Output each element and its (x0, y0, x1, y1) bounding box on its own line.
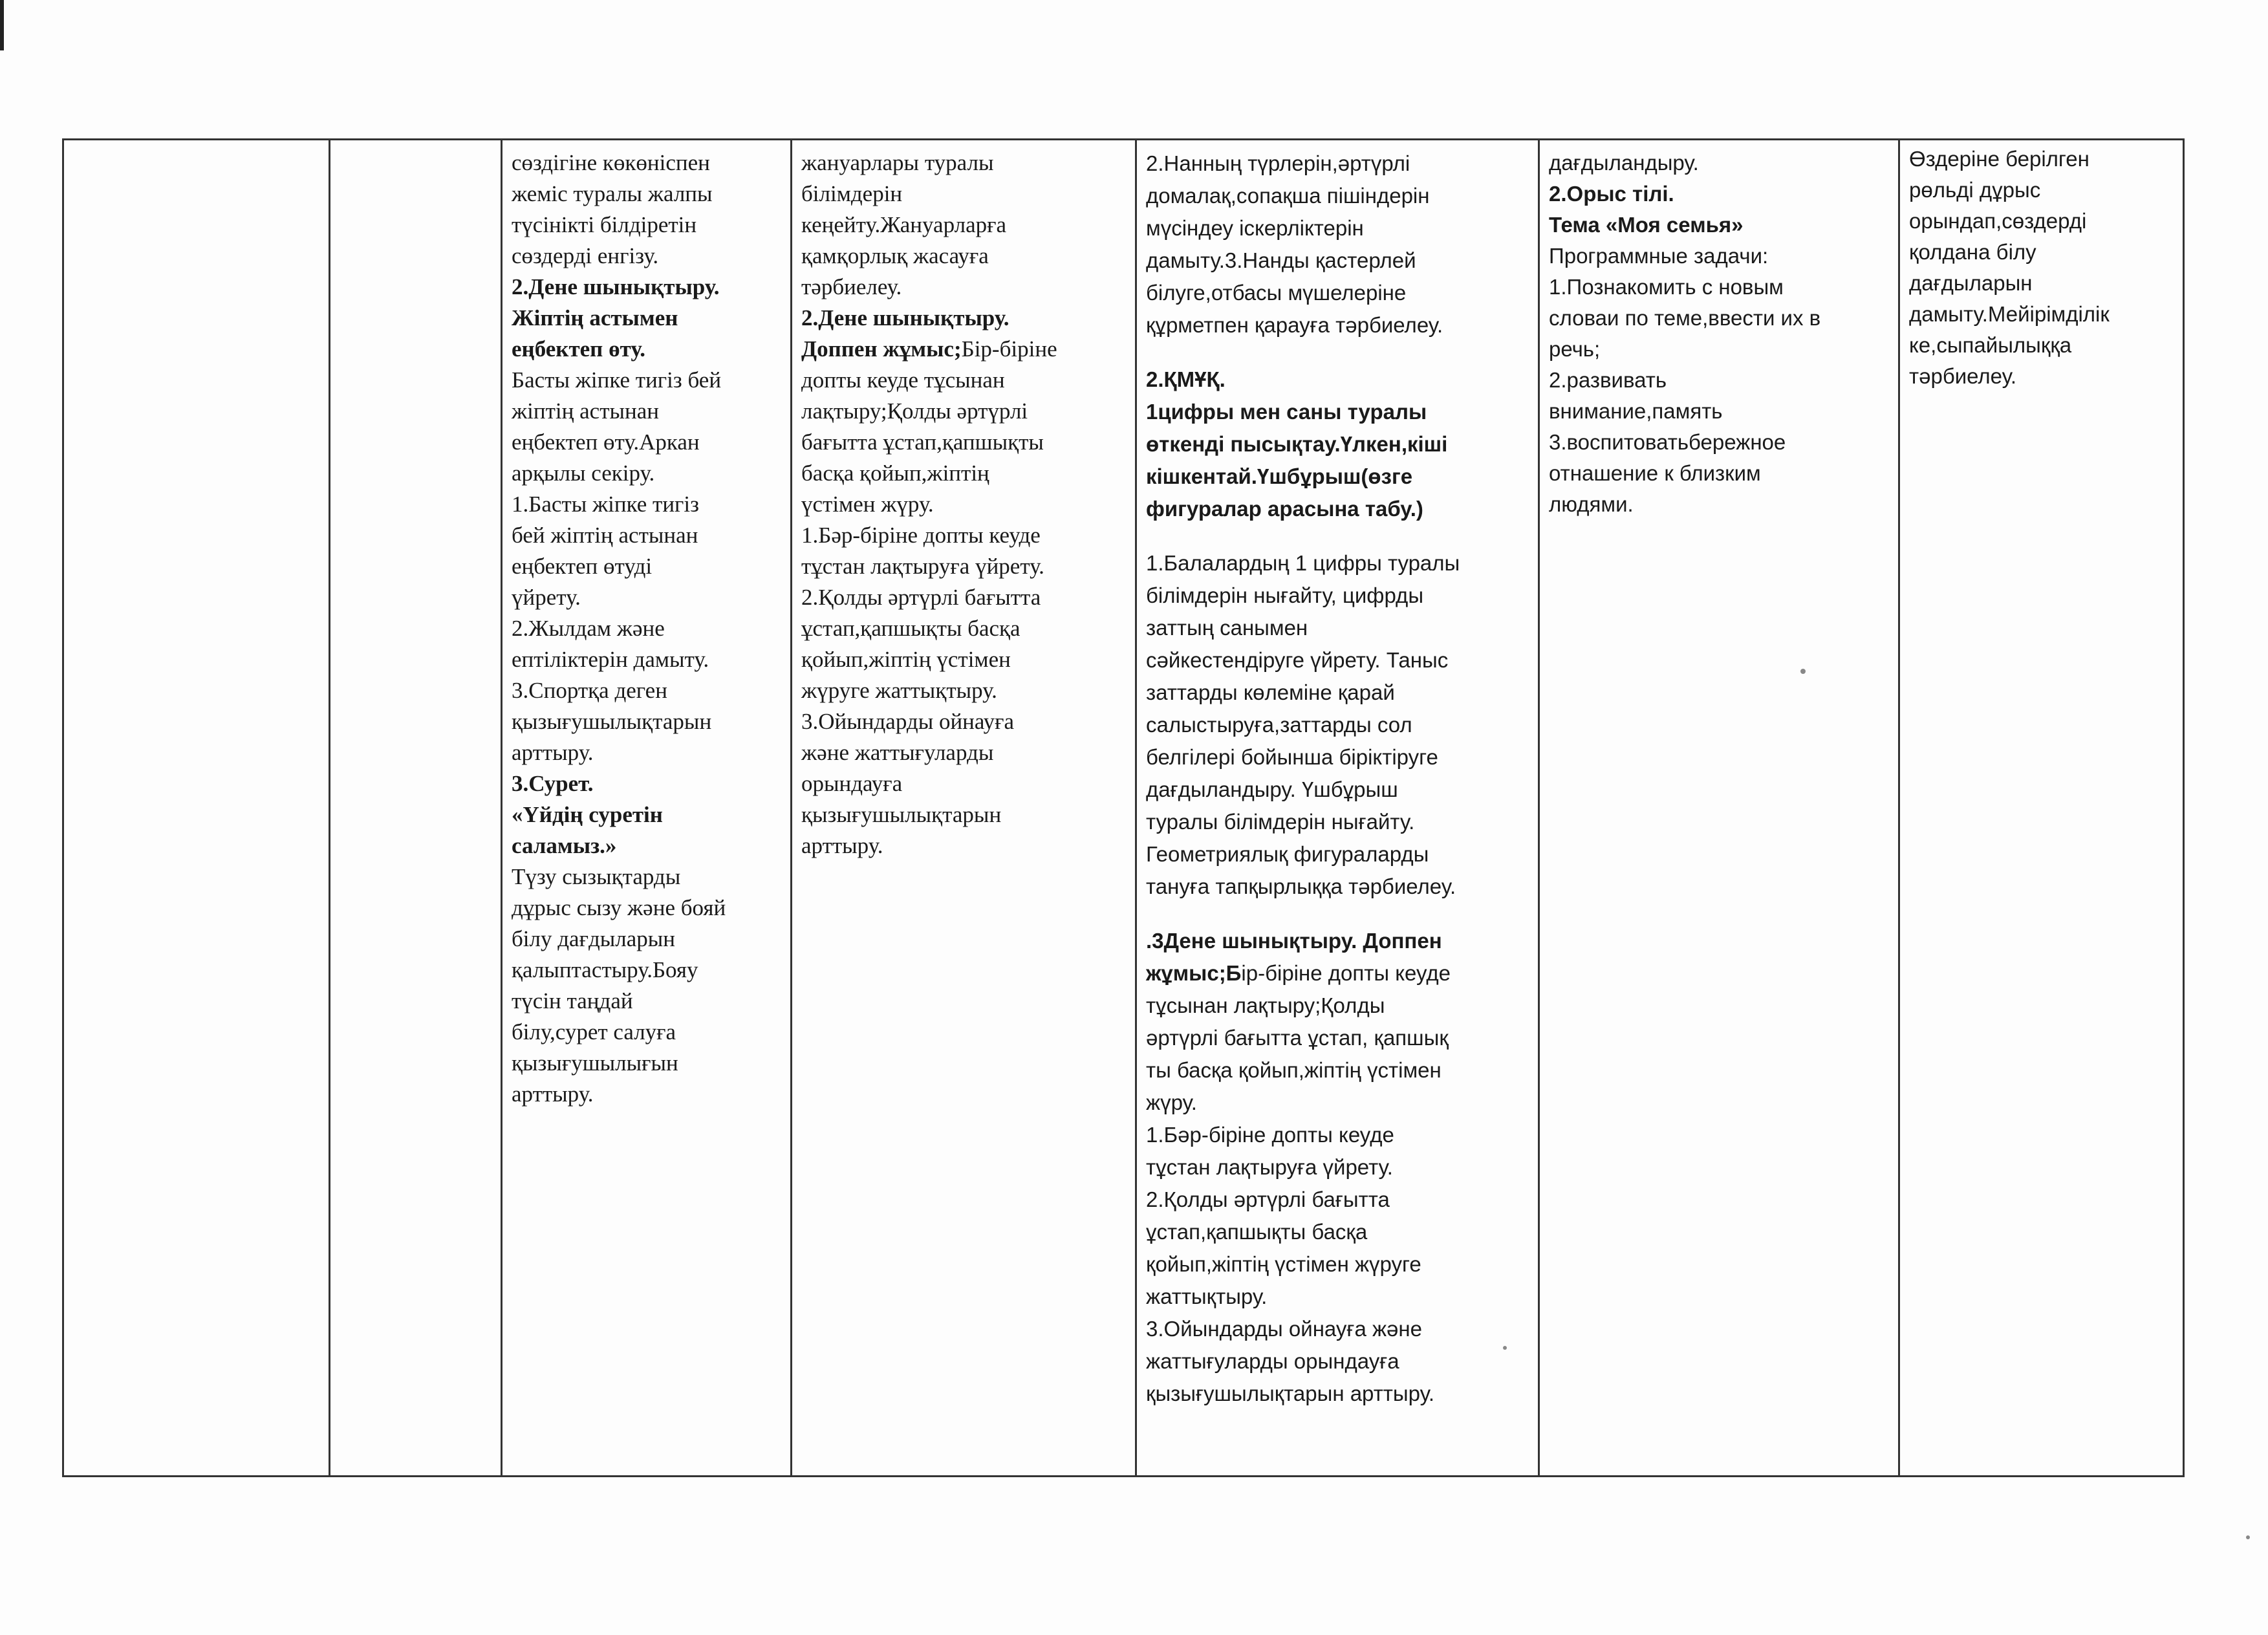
scan-speck (2246, 1535, 2250, 1539)
cell-text-line: құрметпен қарауға тәрбиелеу. (1146, 313, 1443, 337)
cell-text-line: тануға тапқырлыққа тәрбиелеу. (1146, 874, 1456, 898)
table-cell-col4 (792, 147, 1135, 1473)
cell-text-line: дамыту.Мейірімділік (1909, 302, 2110, 326)
cell-text-line: дағдыландыру. Үшбұрыш (1146, 777, 1398, 801)
cell-text-line: қолдана білу (1909, 240, 2036, 264)
cell-text-line: кішкентай.Үшбұрыш(өзге (1146, 464, 1413, 488)
cell-text-line: жіптің астынан (512, 398, 660, 424)
table-cell-col2 (330, 140, 501, 1475)
cell-text-line: внимание,память (1549, 399, 1723, 423)
cell-text-line: білуге,отбасы мүшелеріне (1146, 281, 1407, 305)
cell-text-line: салыстыруға,заттарды сол (1146, 713, 1412, 737)
cell-text-line: түсінікті білдіретін (512, 212, 697, 237)
cell-text-line: бей жіптің астынан (512, 523, 698, 548)
cell-text-line: қалыптастыру.Бояу (512, 957, 698, 982)
cell-text-line: 2.Орыс тілі. (1549, 182, 1674, 206)
cell-text-line: Басты жіпке тигіз бей (512, 367, 722, 393)
cell-text-line: 3.Сурет. (512, 771, 594, 796)
cell-text-line: жеміс туралы жалпы (512, 181, 713, 206)
cell-text-line: дағдыландыру. (1549, 151, 1699, 175)
cell-text-line: 2.Қолды әртүрлі бағытта (801, 585, 1041, 610)
cell-text-line: жаттықтыру. (1146, 1284, 1268, 1308)
table-cell-col1 (64, 140, 329, 1475)
cell-text-line: әртүрлі бағытта ұстап, қапшық (1146, 1026, 1449, 1050)
cell-text-line: туралы білімдерін нығайту. (1146, 810, 1415, 834)
cell-text-line: және жаттығуларды (801, 740, 994, 765)
cell-text-line: үстімен жүру. (801, 492, 934, 517)
cell-text-line: тәрбиелеу. (801, 274, 902, 299)
cell-text-line: Доппен жұмыс;Бір-біріне (801, 336, 1057, 362)
cell-text-line: рөльді дұрыс (1909, 178, 2041, 202)
cell-text-line: ты басқа қойып,жіптің үстімен (1146, 1058, 1442, 1082)
cell-text-line: тұстан лақтыруға үйрету. (801, 554, 1044, 579)
cell-text-line: дағдыларын (1909, 271, 2033, 295)
cell-text-line: домалақ,сопақша пішіндерін (1146, 184, 1430, 208)
cell-text-line: речь; (1549, 337, 1601, 361)
cell-text-line: дұрыс сызу және бояй (512, 895, 726, 920)
cell-text-line: 2.Дене шынықтыру. (512, 274, 720, 299)
cell-text-line: жүру. (1146, 1090, 1197, 1114)
cell-text-line: 1.Бәр-біріне допты кеуде (801, 523, 1041, 548)
cell-text-line: қызығушылықтарын (512, 709, 712, 734)
cell-text-line: орындауға (801, 771, 903, 796)
cell-text-line: сөздігіне көкөніспен (512, 150, 710, 175)
cell-text-line: қойып,жіптің үстімен (801, 647, 1011, 672)
scan-speck (1800, 669, 1806, 674)
cell-text-line: Түзу сызықтарды (512, 864, 681, 889)
cell-text-line: заттың санымен (1146, 616, 1308, 640)
cell-text-line: 3.воспитоватьбережное (1549, 430, 1786, 454)
cell-text-line: білімдерін нығайту, цифрды (1146, 583, 1424, 607)
cell-text-line: «Үйдің суретін (512, 802, 663, 827)
cell-text-line: 3.Ойындарды ойнауға және (1146, 1317, 1422, 1341)
table-cell-col7 (1900, 144, 2183, 1469)
cell-text-line: ұстап,қапшықты басқа (1146, 1220, 1368, 1244)
cell-text-line: басқа қойып,жіптің (801, 460, 989, 486)
cell-text-line: лақтыру;Қолды әртүрлі (801, 398, 1028, 424)
cell-text-line: сәйкестендіруге үйрету. Таныс (1146, 648, 1449, 672)
cell-text-line: Өздеріне берілген (1909, 147, 2090, 171)
cell-text-line: тұсынан лақтыру;Қолды (1146, 993, 1385, 1017)
cell-text-line: заттарды көлеміне қарай (1146, 680, 1395, 704)
cell-text-line: арқылы секіру. (512, 460, 655, 486)
cell-text-line: орындап,сөздерді (1909, 209, 2087, 233)
cell-text-line: 2.развивать (1549, 368, 1667, 392)
cell-text-line: білу дағдыларын (512, 926, 676, 951)
scan-edge-mark (0, 0, 4, 50)
cell-text-line: 1цифры мен саны туралы (1146, 400, 1427, 424)
cell-text-line: .3Дене шынықтыру. Доппен (1146, 929, 1442, 953)
cell-text-line: словаи по теме,ввести их в (1549, 306, 1821, 330)
cell-text-line: сөздерді енгізу. (512, 243, 659, 268)
cell-text-line: кеңейту.Жануарларға (801, 212, 1006, 237)
cell-text-line: людями. (1549, 492, 1634, 516)
cell-text-line: 2.Қолды әртүрлі бағытта (1146, 1187, 1390, 1211)
cell-text-line: тұстан лақтыруға үйрету. (1146, 1155, 1393, 1179)
cell-text-line: қызығушылығын (512, 1050, 678, 1076)
cell-text-line: бағытта ұстап,қапшықты (801, 429, 1044, 455)
cell-text-line: түсін таңдай (512, 988, 633, 1013)
cell-text-line: қамқорлық жасауға (801, 243, 989, 268)
cell-text-line: дамыту.3.Нанды қастерлей (1146, 248, 1416, 272)
table-cell-col3 (502, 147, 790, 1473)
cell-text-line: қойып,жіптің үстімен жүруге (1146, 1252, 1421, 1276)
cell-text-line: үйрету. (512, 585, 581, 610)
cell-text-line: ептіліктерін дамыту. (512, 647, 709, 672)
cell-text-line: фигуралар арасына табу.) (1146, 497, 1423, 521)
cell-text-line (1146, 341, 1529, 363)
scan-speck (1503, 1346, 1507, 1350)
cell-text-line (1146, 525, 1529, 547)
cell-text-line: допты кеуде тұсынан (801, 367, 1005, 393)
cell-text-line: 1.Познакомить с новым (1549, 275, 1784, 299)
cell-text-line: ұстап,қапшықты басқа (801, 616, 1021, 641)
cell-text-line: Геометриялық фигураларды (1146, 842, 1429, 866)
cell-text-line: белгілері бойынша біріктіруге (1146, 745, 1438, 769)
cell-text-line: қызығушылықтарын (801, 802, 1002, 827)
cell-text-line: мүсіндеу іскерліктерін (1146, 216, 1364, 240)
cell-text-line: жұмыс;Бір-біріне допты кеуде (1146, 961, 1451, 985)
cell-text-line: жануарлары туралы (801, 150, 994, 175)
cell-text-line: 1.Балалардың 1 цифры туралы (1146, 551, 1460, 575)
cell-text-line: 2.Дене шынықтыру. (801, 305, 1010, 330)
cell-text-line: арттыру. (512, 740, 594, 765)
cell-text-line: тәрбиелеу. (1909, 364, 2017, 388)
cell-text-line: жаттығуларды орындауға (1146, 1349, 1399, 1373)
cell-text-line: еңбектеп өтуді (512, 554, 653, 579)
cell-text-line: Программные задачи: (1549, 244, 1769, 268)
cell-text-line: білімдерін (801, 181, 903, 206)
cell-text-line: арттыру. (512, 1081, 594, 1107)
cell-text-line: еңбектеп өту.Аркан (512, 429, 700, 455)
cell-text-line: өткенді пысықтау.Үлкен,кіші (1146, 432, 1448, 456)
cell-text-line: отнашение к близким (1549, 461, 1761, 485)
cell-text-line: қызығушылықтарын арттыру. (1146, 1381, 1434, 1405)
cell-text-line (1146, 903, 1529, 925)
cell-text-line: 3.Ойындарды ойнауға (801, 709, 1015, 734)
cell-text-line: жүруге жаттықтыру. (801, 678, 997, 703)
table-cell-col6 (1540, 147, 1898, 1473)
cell-text-line: Тема «Моя семья» (1549, 213, 1744, 237)
cell-text-line: 2.ҚМҰҚ. (1146, 367, 1226, 391)
cell-text-line: 3.Спортқа деген (512, 678, 667, 703)
table-cell-col5 (1137, 147, 1538, 1473)
cell-text-line: ке,сыпайылыққа (1909, 333, 2072, 357)
cell-text-line: еңбектеп өту. (512, 336, 646, 362)
cell-text-line: арттыру. (801, 833, 883, 858)
cell-text-line: Жіптің астымен (512, 305, 678, 330)
cell-text-line: білу,сурет салуға (512, 1019, 676, 1045)
cell-text-line: 2.Нанның түрлерін,әртүрлі (1146, 151, 1410, 175)
cell-text-line: 1.Бәр-біріне допты кеуде (1146, 1123, 1394, 1147)
cell-text-line: саламыз.» (512, 833, 617, 858)
cell-text-line: 1.Басты жіпке тигіз (512, 492, 699, 517)
cell-text-line: 2.Жылдам және (512, 616, 665, 641)
